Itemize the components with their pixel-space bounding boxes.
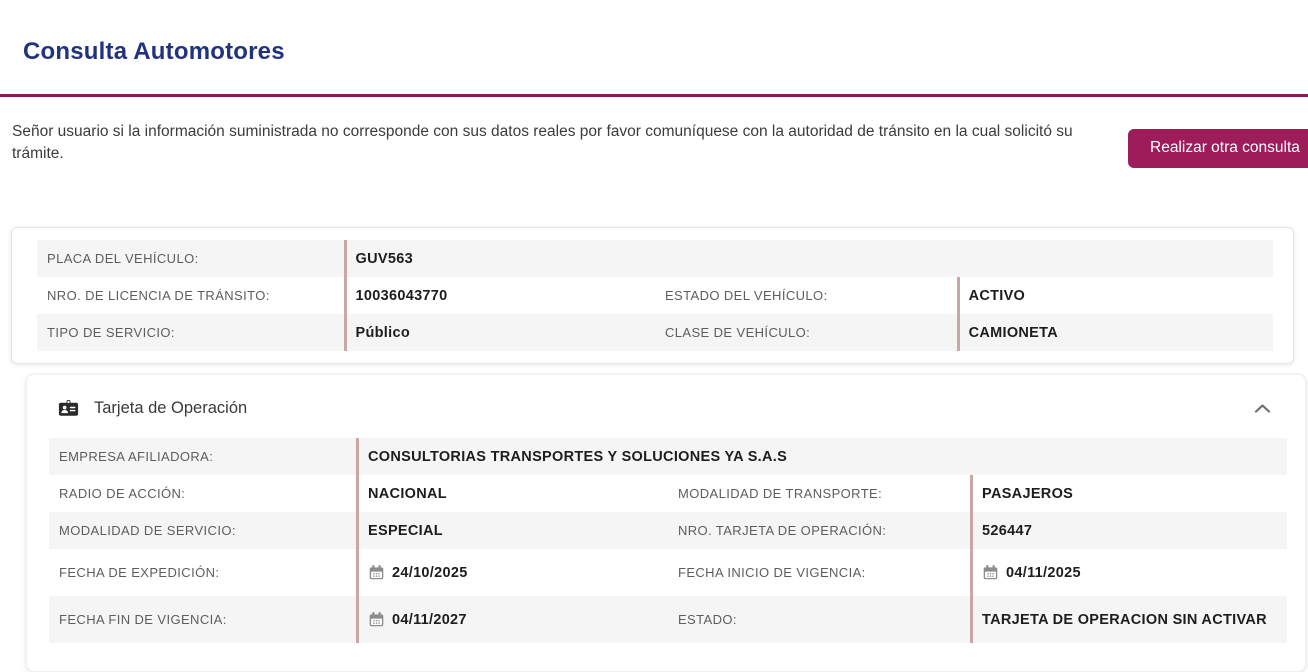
- plate-label: PLACA DEL VEHÍCULO:: [47, 251, 199, 266]
- validity-end-value: [356, 596, 668, 643]
- table-row: [37, 240, 1273, 277]
- transport-modality-value: PASAJEROS: [970, 475, 1287, 512]
- affiliating-company-value: CONSULTORIAS TRANSPORTES Y SOLUCIONES YA S.A.S: [356, 438, 1287, 475]
- action-radius-label: RADIO DE ACCIÓN:: [59, 486, 186, 501]
- table-row: [49, 512, 1287, 549]
- expedition-date-label: FECHA DE EXPEDICIÓN:: [59, 565, 220, 580]
- service-modality-label: MODALIDAD DE SERVICIO:: [59, 523, 236, 538]
- table-row: [37, 314, 1273, 351]
- page-header: [0, 0, 1308, 66]
- expedition-date-value: [356, 549, 668, 596]
- table-row: [37, 277, 1273, 314]
- action-radius-value: NACIONAL: [356, 475, 668, 512]
- id-card-icon: [57, 397, 80, 420]
- table-row: [49, 438, 1287, 475]
- operation-section-title: Tarjeta de Operación: [94, 399, 248, 417]
- new-query-button[interactable]: Realizar otra consulta: [1128, 129, 1308, 168]
- service-modality-value: ESPECIAL: [356, 512, 668, 549]
- calendar-icon: [982, 564, 999, 581]
- table-row: [49, 475, 1287, 512]
- service-type-value: Público: [344, 314, 655, 351]
- notice-row: [12, 121, 1300, 183]
- plate-value: GUV563: [344, 240, 1273, 277]
- operation-card: [26, 374, 1306, 672]
- service-type-label: TIPO DE SERVICIO:: [47, 325, 175, 340]
- vehicle-class-value: CAMIONETA: [957, 314, 1273, 351]
- card-state-value: TARJETA DE OPERACION SIN ACTIVAR: [970, 596, 1287, 643]
- card-state-label: ESTADO:: [677, 612, 737, 627]
- transit-license-label: NRO. DE LICENCIA DE TRÁNSITO:: [47, 288, 270, 303]
- operation-card-number-label: NRO. TARJETA DE OPERACIÓN:: [677, 523, 887, 538]
- validity-end-text: 04/11/2027: [392, 611, 467, 628]
- page-title: Consulta Automotores: [23, 38, 285, 65]
- vehicle-state-value: ACTIVO: [957, 277, 1273, 314]
- transport-modality-label: MODALIDAD DE TRANSPORTE:: [677, 486, 883, 501]
- expedition-date-text: 24/10/2025: [392, 564, 468, 581]
- notice-text: Señor usuario si la información suministrada no corresponde con sus datos reales por favor comuníquese con la autoridad de tránsito en la cual solicitó su trámite.: [12, 123, 1073, 163]
- validity-start-text: 04/11/2025: [1006, 564, 1081, 581]
- vehicle-summary-card: [11, 227, 1294, 364]
- validity-start-value: [970, 549, 1287, 596]
- vehicle-class-label: CLASE DE VEHÍCULO:: [664, 325, 811, 340]
- operation-card-number-value: 526447: [970, 512, 1287, 549]
- title-rule-divider: [0, 94, 1308, 97]
- calendar-icon: [368, 564, 385, 581]
- chevron-up-icon[interactable]: [1254, 403, 1271, 414]
- validity-start-label: FECHA INICIO DE VIGENCIA:: [677, 565, 866, 580]
- calendar-icon: [368, 611, 385, 628]
- table-row: [49, 596, 1287, 643]
- transit-license-value: 10036043770: [344, 277, 655, 314]
- vehicle-state-label: ESTADO DEL VEHÍCULO:: [664, 288, 828, 303]
- operation-section-header[interactable]: [49, 389, 1287, 438]
- affiliating-company-label: EMPRESA AFILIADORA:: [59, 449, 214, 464]
- table-row: [49, 549, 1287, 596]
- validity-end-label: FECHA FIN DE VIGENCIA:: [59, 612, 227, 627]
